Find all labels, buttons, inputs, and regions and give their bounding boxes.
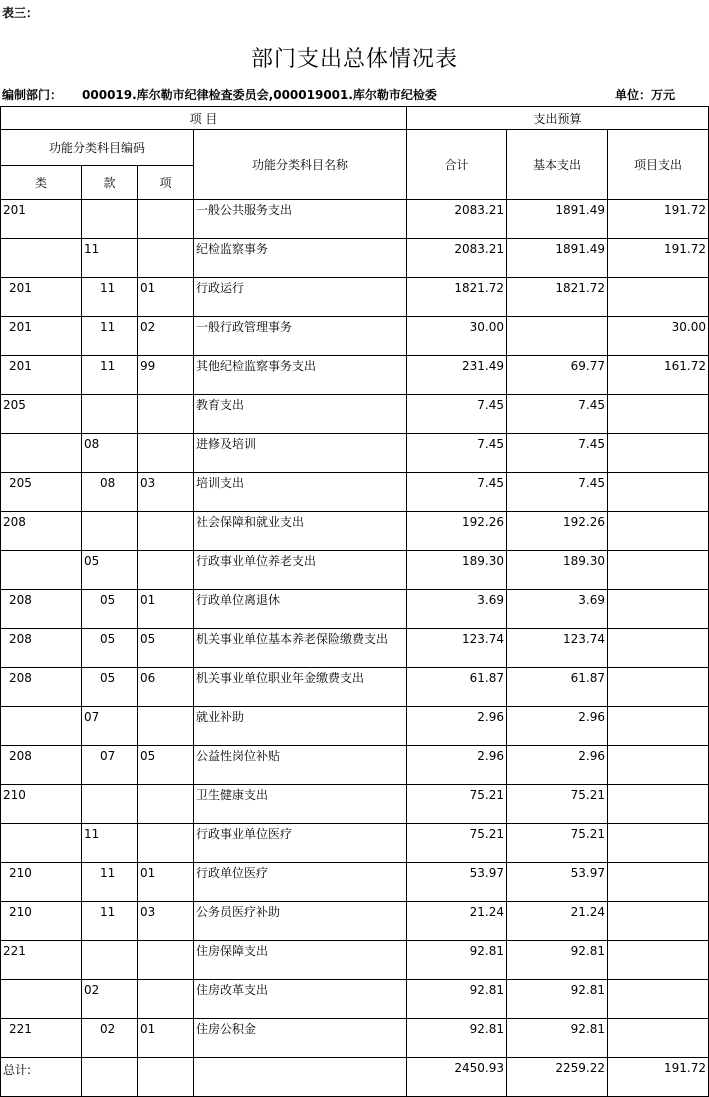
- value-project: [608, 785, 709, 824]
- value-project: [608, 590, 709, 629]
- code-lei: 201: [1, 278, 82, 317]
- code-xiang: 01: [138, 863, 194, 902]
- code-lei: [1, 980, 82, 1019]
- value-basic: 61.87: [507, 668, 608, 707]
- value-total: 7.45: [407, 434, 507, 473]
- code-xiang: [138, 434, 194, 473]
- value-basic: 189.30: [507, 551, 608, 590]
- unit-label: 单位：万元: [614, 88, 675, 102]
- table-row: [1, 317, 709, 356]
- value-project: [608, 473, 709, 512]
- item-name: 行政单位医疗: [194, 863, 407, 902]
- code-xiang: [138, 551, 194, 590]
- table-body: [1, 200, 709, 1058]
- item-name: 纪检监察事务: [194, 239, 407, 278]
- value-basic: 2.96: [507, 707, 608, 746]
- item-name: 进修及培训: [194, 434, 407, 473]
- code-kuan: 11: [82, 824, 138, 863]
- value-total: 21.24: [407, 902, 507, 941]
- dept-label: 编制部门：: [2, 88, 63, 102]
- code-kuan: [82, 512, 138, 551]
- table-row: [1, 863, 709, 902]
- dept-info: [2, 86, 437, 103]
- page-title: 部门支出总体情况表: [250, 47, 458, 72]
- item-name: 行政事业单位养老支出: [194, 551, 407, 590]
- code-kuan: 02: [82, 1019, 138, 1058]
- code-kuan: 05: [82, 551, 138, 590]
- code-xiang: [138, 707, 194, 746]
- value-basic: 69.77: [507, 356, 608, 395]
- value-basic: 53.97: [507, 863, 608, 902]
- value-basic: 21.24: [507, 902, 608, 941]
- code-lei: 208: [1, 590, 82, 629]
- item-name: 就业补助: [194, 707, 407, 746]
- item-name: 社会保障和就业支出: [194, 512, 407, 551]
- value-project: [608, 668, 709, 707]
- table-row: [1, 824, 709, 863]
- header-name: 功能分类科目名称: [194, 130, 407, 200]
- value-project: [608, 941, 709, 980]
- code-kuan: 11: [82, 356, 138, 395]
- code-xiang: [138, 512, 194, 551]
- table-row: [1, 434, 709, 473]
- value-total: 123.74: [407, 629, 507, 668]
- item-name: 机关事业单位职业年金缴费支出: [194, 668, 407, 707]
- value-basic: 7.45: [507, 473, 608, 512]
- code-xiang: 01: [138, 590, 194, 629]
- code-kuan: [82, 941, 138, 980]
- code-kuan: 11: [82, 863, 138, 902]
- code-lei: 221: [1, 1019, 82, 1058]
- value-basic: 92.81: [507, 980, 608, 1019]
- code-lei: 201: [1, 317, 82, 356]
- code-lei: [1, 707, 82, 746]
- item-name: 其他纪检监察事务支出: [194, 356, 407, 395]
- value-project: [608, 395, 709, 434]
- value-total: 30.00: [407, 317, 507, 356]
- code-kuan: [82, 785, 138, 824]
- code-xiang: [138, 395, 194, 434]
- table-row: [1, 590, 709, 629]
- value-total: 92.81: [407, 941, 507, 980]
- item-name: 公务员医疗补助: [194, 902, 407, 941]
- table-label: 表三：: [2, 6, 39, 20]
- table-row: [1, 551, 709, 590]
- item-name: 行政事业单位医疗: [194, 824, 407, 863]
- code-lei: [1, 824, 82, 863]
- value-total: 2083.21: [407, 200, 507, 239]
- value-project: [608, 551, 709, 590]
- code-xiang: [138, 980, 194, 1019]
- table-row: [1, 941, 709, 980]
- code-kuan: 05: [82, 668, 138, 707]
- total-label: 总计:: [1, 1058, 82, 1097]
- header-budget: 支出预算: [407, 107, 709, 130]
- code-lei: 210: [1, 863, 82, 902]
- value-total: 92.81: [407, 980, 507, 1019]
- item-name: 教育支出: [194, 395, 407, 434]
- table-row: [1, 512, 709, 551]
- code-lei: [1, 434, 82, 473]
- value-project: [608, 902, 709, 941]
- code-lei: [1, 551, 82, 590]
- total-row: [1, 1058, 709, 1097]
- total-blank: [138, 1058, 194, 1097]
- header-total: 合计: [407, 130, 507, 200]
- value-total: 231.49: [407, 356, 507, 395]
- total-basic: 2259.22: [507, 1058, 608, 1097]
- value-total: 7.45: [407, 473, 507, 512]
- item-name: 行政单位离退休: [194, 590, 407, 629]
- code-lei: 201: [1, 356, 82, 395]
- code-xiang: [138, 785, 194, 824]
- code-kuan: 07: [82, 707, 138, 746]
- value-total: 92.81: [407, 1019, 507, 1058]
- code-kuan: 11: [82, 902, 138, 941]
- item-name: 卫生健康支出: [194, 785, 407, 824]
- table-row: [1, 473, 709, 512]
- header-basic: 基本支出: [507, 130, 608, 200]
- dept-value: 000019.库尔勒市纪律检查委员会,000019001.库尔勒市纪检委: [82, 88, 437, 102]
- table-row: [1, 278, 709, 317]
- code-xiang: 06: [138, 668, 194, 707]
- value-project: [608, 278, 709, 317]
- code-lei: 208: [1, 668, 82, 707]
- code-xiang: [138, 200, 194, 239]
- total-blank: [82, 1058, 138, 1097]
- code-xiang: 02: [138, 317, 194, 356]
- total-sum: 2450.93: [407, 1058, 507, 1097]
- header-project: 项目支出: [608, 130, 709, 200]
- item-name: 住房保障支出: [194, 941, 407, 980]
- table-row: [1, 668, 709, 707]
- value-total: 3.69: [407, 590, 507, 629]
- header-item: 项 目: [1, 107, 407, 130]
- code-kuan: [82, 395, 138, 434]
- code-lei: 221: [1, 941, 82, 980]
- table-row: [1, 1019, 709, 1058]
- value-total: 75.21: [407, 785, 507, 824]
- value-total: 7.45: [407, 395, 507, 434]
- code-xiang: 05: [138, 629, 194, 668]
- value-basic: 75.21: [507, 824, 608, 863]
- table-row: [1, 629, 709, 668]
- code-kuan: 11: [82, 278, 138, 317]
- value-total: 192.26: [407, 512, 507, 551]
- code-kuan: 05: [82, 590, 138, 629]
- value-basic: 7.45: [507, 434, 608, 473]
- value-project: [608, 746, 709, 785]
- item-name: 住房改革支出: [194, 980, 407, 1019]
- header-kuan: 款: [82, 166, 138, 200]
- value-total: 2083.21: [407, 239, 507, 278]
- expenditure-table: [0, 106, 709, 1097]
- item-name: 公益性岗位补贴: [194, 746, 407, 785]
- value-project: [608, 434, 709, 473]
- value-basic: 192.26: [507, 512, 608, 551]
- value-total: 75.21: [407, 824, 507, 863]
- item-name: 住房公积金: [194, 1019, 407, 1058]
- table-row: [1, 902, 709, 941]
- table-row: [1, 746, 709, 785]
- table-row: [1, 785, 709, 824]
- table-row: [1, 980, 709, 1019]
- code-lei: 208: [1, 512, 82, 551]
- table-row: [1, 239, 709, 278]
- value-project: 191.72: [608, 200, 709, 239]
- value-project: [608, 512, 709, 551]
- value-basic: 92.81: [507, 1019, 608, 1058]
- code-lei: [1, 239, 82, 278]
- code-kuan: 08: [82, 473, 138, 512]
- header-code: 功能分类科目编码: [1, 130, 194, 166]
- table-row: [1, 707, 709, 746]
- value-project: [608, 980, 709, 1019]
- code-xiang: 03: [138, 902, 194, 941]
- code-xiang: [138, 824, 194, 863]
- code-lei: 205: [1, 395, 82, 434]
- header-xiang: 项: [138, 166, 194, 200]
- value-basic: 1821.72: [507, 278, 608, 317]
- code-kuan: 11: [82, 239, 138, 278]
- value-project: [608, 629, 709, 668]
- value-basic: 1891.49: [507, 200, 608, 239]
- code-xiang: 03: [138, 473, 194, 512]
- code-lei: 210: [1, 902, 82, 941]
- item-name: 行政运行: [194, 278, 407, 317]
- value-project: [608, 1019, 709, 1058]
- total-project: 191.72: [608, 1058, 709, 1097]
- code-lei: 208: [1, 746, 82, 785]
- value-total: 2.96: [407, 746, 507, 785]
- value-total: 53.97: [407, 863, 507, 902]
- value-basic: 1891.49: [507, 239, 608, 278]
- code-lei: 201: [1, 200, 82, 239]
- item-name: 机关事业单位基本养老保险缴费支出: [194, 629, 407, 668]
- value-total: 189.30: [407, 551, 507, 590]
- code-kuan: 11: [82, 317, 138, 356]
- value-total: 61.87: [407, 668, 507, 707]
- value-project: [608, 707, 709, 746]
- table-row: [1, 200, 709, 239]
- value-basic: 7.45: [507, 395, 608, 434]
- code-xiang: [138, 239, 194, 278]
- value-basic: [507, 317, 608, 356]
- value-total: 1821.72: [407, 278, 507, 317]
- value-basic: 3.69: [507, 590, 608, 629]
- item-name: 一般公共服务支出: [194, 200, 407, 239]
- code-lei: 210: [1, 785, 82, 824]
- value-total: 2.96: [407, 707, 507, 746]
- code-kuan: 08: [82, 434, 138, 473]
- header-lei: 类: [1, 166, 82, 200]
- code-lei: 208: [1, 629, 82, 668]
- table-row: [1, 395, 709, 434]
- value-project: [608, 863, 709, 902]
- value-project: 30.00: [608, 317, 709, 356]
- code-kuan: 02: [82, 980, 138, 1019]
- value-basic: 75.21: [507, 785, 608, 824]
- table-row: [1, 356, 709, 395]
- code-xiang: [138, 941, 194, 980]
- value-basic: 2.96: [507, 746, 608, 785]
- code-xiang: 01: [138, 1019, 194, 1058]
- value-basic: 92.81: [507, 941, 608, 980]
- code-kuan: [82, 200, 138, 239]
- value-project: 161.72: [608, 356, 709, 395]
- value-basic: 123.74: [507, 629, 608, 668]
- total-blank: [194, 1058, 407, 1097]
- code-kuan: 05: [82, 629, 138, 668]
- code-xiang: 99: [138, 356, 194, 395]
- code-kuan: 07: [82, 746, 138, 785]
- value-project: 191.72: [608, 239, 709, 278]
- code-lei: 205: [1, 473, 82, 512]
- code-xiang: 01: [138, 278, 194, 317]
- item-name: 培训支出: [194, 473, 407, 512]
- value-project: [608, 824, 709, 863]
- code-xiang: 05: [138, 746, 194, 785]
- item-name: 一般行政管理事务: [194, 317, 407, 356]
